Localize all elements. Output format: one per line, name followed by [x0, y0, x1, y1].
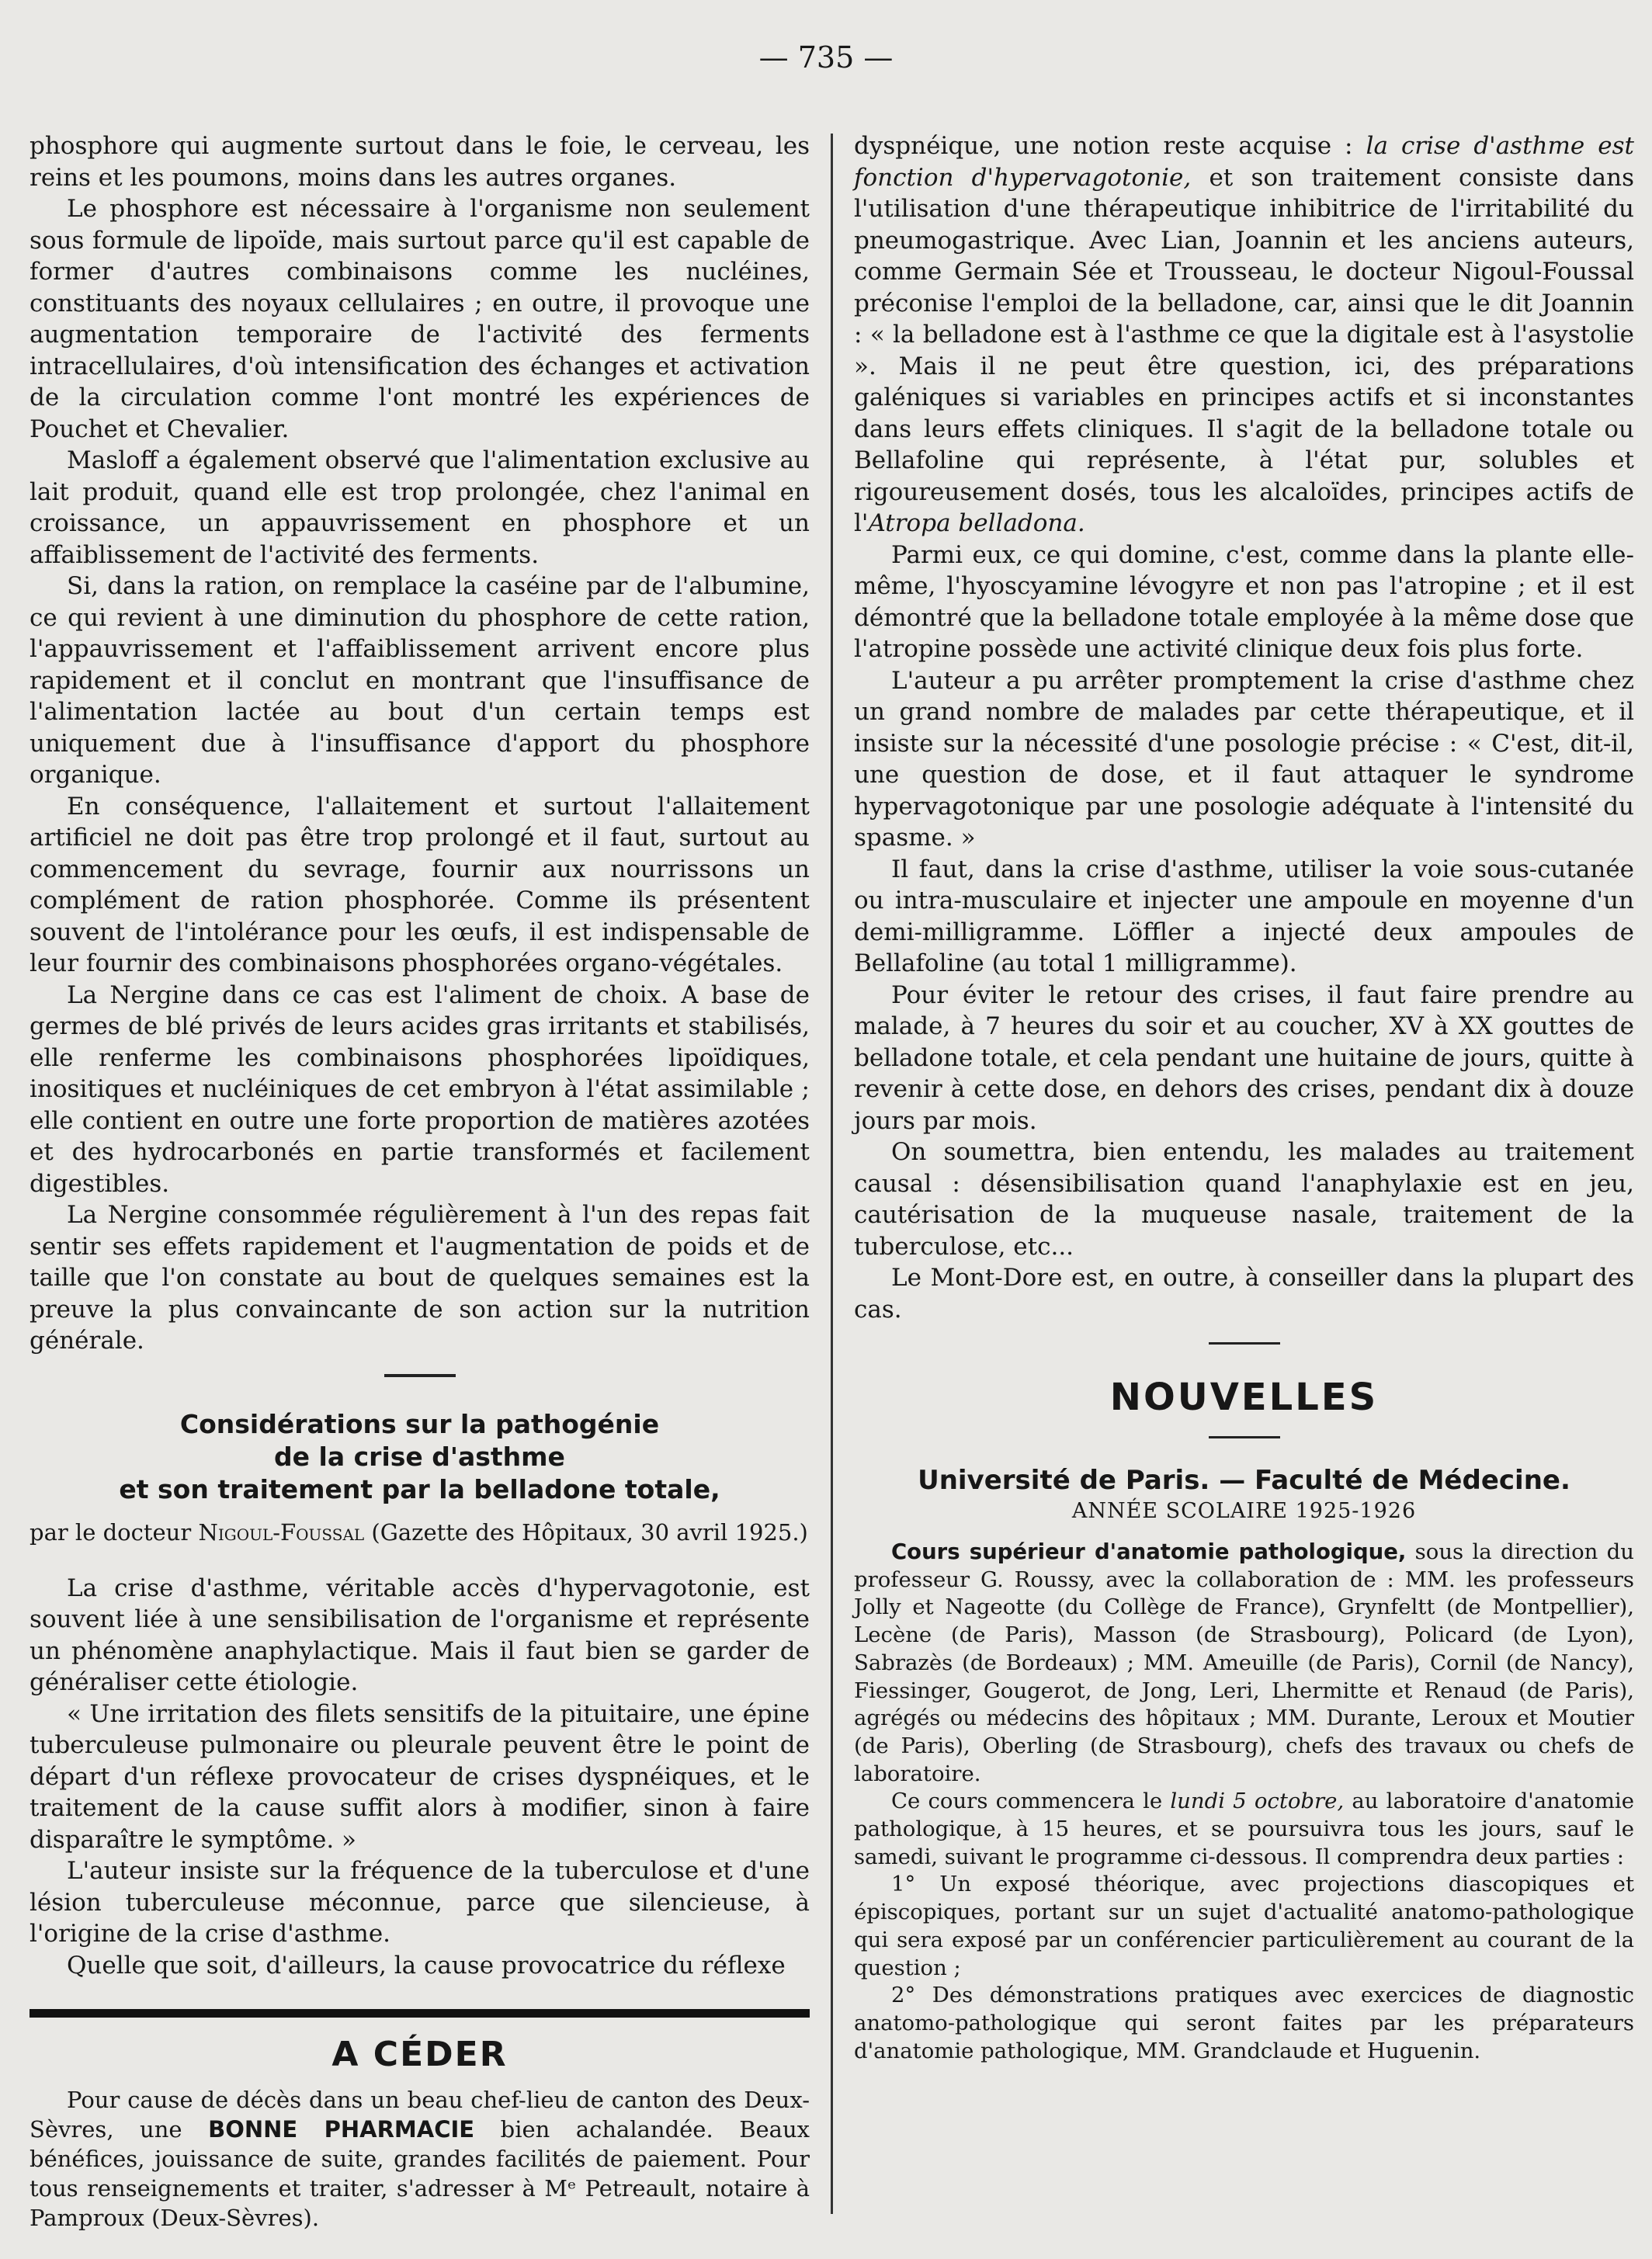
advertisement-rule	[30, 2009, 810, 2018]
article-title	[30, 1408, 810, 1506]
byline-source: (Gazette des Hôpitaux, 30 avril 1925.)	[364, 1518, 808, 1546]
column-divider	[831, 134, 833, 2214]
paragraph: Quelle que soit, d'ailleurs, la cause provocatrice du réflexe	[67, 1951, 786, 1980]
paragraph: Si, dans la ration, on remplace la caséine par de l'albumine, ce qui revient à une diminution du phosphore de cette ration, l'appauvrissement et l'affaiblissement arrivent encore plus rapidement et il conclut en montrant que l'insuffisance de l'alimentation lactée au bout d'un certain temps est uniquement due à l'insuffisance d'apport du phosphore organique.	[30, 572, 810, 789]
section-separator	[384, 1374, 456, 1377]
paragraph: 1° Un exposé théorique, avec projections diascopiques et épiscopiques, portant sur un sujet d'actualité anatomo-pathologique qui sera exposé par un conférencier particulièrement au courant de la question ;	[854, 1872, 1634, 1980]
paragraph: L'auteur insiste sur la fréquence de la tuberculose et d'une lésion tuberculeuse méconnue, parce que silencieuse, à l'origine de la crise d'asthme.	[30, 1857, 810, 1948]
paragraph: Le phosphore est nécessaire à l'organisme non seulement sous formule de lipoïde, mais surtout parce qu'il est capable de former d'autres combinaisons comme les nucléines, constituants des noyaux cellulaires ; en outre, il provoque une augmentation temporaire de l'activité des ferments intracellulaires, d'où intensification des échanges et activation de la circulation comme l'ont montré les expériences de Pouchet et Chevalier.	[30, 195, 810, 443]
byline-prefix: par le docteur	[30, 1518, 199, 1546]
paragraph: Le Mont-Dore est, en outre, à conseiller dans la plupart des cas.	[854, 1264, 1634, 1324]
section-heading-nouvelles: NOUVELLES	[1109, 1376, 1379, 1419]
paragraph: phosphore qui augmente surtout dans le foie, le cerveau, les reins et les poumons, moins dans les autres organes.	[30, 132, 810, 192]
news-body	[854, 1539, 1634, 2065]
article-byline	[30, 1517, 810, 1548]
paragraph	[854, 1788, 1634, 1871]
section-separator	[1209, 1436, 1280, 1438]
text-run: dyspnéique, une notion reste acquise :	[854, 132, 1366, 160]
paragraph: L'auteur a pu arrêter promptement la crise d'asthme chez un grand nombre de malades par cette thérapeutique, et il insiste sur la nécessité d'une posologie précise : « C'est, dit-il, une question de dose, et il faut attaquer le syndrome hypervagotonique par une posologie adéquate à l'intensité du spasme. »	[854, 666, 1634, 852]
page-number: — 735 —	[758, 40, 894, 75]
left-column	[30, 130, 810, 2233]
text-run: Ce cours commencera le	[891, 1789, 1171, 1814]
paragraph: La Nergine dans ce cas est l'aliment de choix. A base de germes de blé privés de leurs acides gras irritants et stabilisés, elle renferme les combinaisons phosphorées lipoïdiques, inositiques et nucléiniques de cet embryon à l'état assimilable ; elle contient en outre une forte proportion de matières azotées et des hydrocarbonés en partie transformés et facilement digestibles.	[30, 980, 810, 1198]
text-run: au laboratoire d'anatomie pathologique, à 15 heures, et se poursuivra tous les jours, sauf le samedi, suivant le programme ci-dessous. Il comprendra deux parties :	[854, 1789, 1635, 1869]
paragraph: Pour éviter le retour des crises, il faut faire prendre au malade, à 7 heures du soir et au coucher, XV à XX gouttes de belladone totale, et cela pendant une huitaine de jours, quitte à revenir à cette dose, en dehors des crises, pendant dix à douze jours par mois.	[854, 980, 1634, 1135]
paragraph: Masloff a également observé que l'alimentation exclusive au lait produit, quand elle est trop prolongée, chez l'animal en croissance, un appauvrissement en phosphore et un affaiblissement de l'activité des ferments.	[30, 446, 810, 569]
italic-run: lundi 5 octobre,	[1170, 1789, 1345, 1814]
paragraph: Parmi eux, ce qui domine, c'est, comme dans la plante elle-même, l'hyoscyamine lévogyre et non pas l'atropine ; et il est démontré que la belladone totale employée à la même dose que l'atropine possède une activité clinique deux fois plus forte.	[854, 540, 1634, 663]
paragraph: On soumettra, bien entendu, les malades au traitement causal : désensibilisation quand l'anaphylaxie est en jeu, cautérisation de la muqueuse nasale, traitement de la tuberculose, etc...	[854, 1138, 1634, 1261]
news-subheading: ANNÉE SCOLAIRE 1925-1926	[1071, 1499, 1417, 1523]
paragraph	[854, 130, 1634, 540]
paragraph: « Une irritation des filets sensitifs de la pituitaire, une épine tuberculeuse pulmonaire ou pleurale peuvent être le point de départ d'un réflexe provocateur de crises dyspnéiques, et le traitement de la cause suffit alors à modifier, sinon à faire disparaître le symptôme. »	[30, 1699, 810, 1854]
section-separator	[1209, 1342, 1280, 1345]
paragraph: Il faut, dans la crise d'asthme, utiliser la voie sous-cutanée ou intra-musculaire et injecter une ampoule en moyenne d'un demi-milligramme. Löffler a injecté deux ampoules de Bellafoline (au total 1 milligramme).	[854, 855, 1634, 977]
byline-author: Nigoul-Foussal	[198, 1518, 365, 1546]
paragraph	[854, 1539, 1634, 1788]
bold-run: Cours supérieur d'anatomie pathologique,	[891, 1539, 1407, 1564]
right-column	[854, 130, 1634, 2065]
article-title-line: et son traitement par la belladone totale,	[119, 1473, 720, 1504]
paragraph: La Nergine consommée régulièrement à l'un des repas fait sentir ses effets rapidement et l'augmentation de poids et de taille que l'on constate au bout de quelques semaines est la preuve la plus convaincante de son action sur la nutrition générale.	[30, 1201, 810, 1355]
paragraph: 2° Des démonstrations pratiques avec exercices de diagnostic anatomo-pathologique qui seront faites par les préparateurs d'anatomie pathologique, MM. Grandclaude et Huguenin.	[854, 1983, 1634, 2063]
paragraph: La crise d'asthme, véritable accès d'hypervagotonie, est souvent liée à une sensibilisation de l'organisme et représente un phénomène anaphylactique. Mais il faut bien se garder de généraliser cette étiologie.	[30, 1574, 810, 1696]
advertisement-text	[30, 2085, 810, 2233]
paragraph: En conséquence, l'allaitement et surtout l'allaitement artificiel ne doit pas être trop prolongé et il faut, surtout au commencement du sevrage, fournir aux nourrissons un complément de ration phosphorée. Comme ils présentent souvent de l'intolérance pour les œufs, il est indispensable de leur fournir des combinaisons phosphorées organo-végétales.	[30, 792, 810, 977]
text-run: et son traitement consiste dans l'utilisation d'une thérapeutique inhibitrice de l'irritabilité du pneumogastrique. Avec Lian, Joannin et les anciens auteurs, comme Germain Sée et Trousseau, le docteur Nigoul-Foussal préconise l'emploi de la belladone, car, ainsi que le dit Joannin : « la belladone est à l'asthme ce que la digitale est à l'asystolie ». Mais il ne peut être question, ici, des préparations galéniques si variables en principes actifs et si inconstantes dans leurs effets cliniques. Il s'agit de la belladone totale ou Bellafoline qui représente, à l'état pur, solubles et rigoureusement dosés, tous les alcaloïdes, principes actifs de l'	[854, 163, 1634, 537]
ad-highlight: BONNE PHARMACIE	[208, 2116, 475, 2143]
advertisement-title: A CÉDER	[331, 2035, 508, 2074]
ad-text-end: bien achalandée. Beaux bénéfices, jouissance de suite, grandes facilités de paiement. Pour tous renseignements et traiter, s'adresser à Mᵉ Petreault, notaire à Pamproux (Deux-Sèvres).	[30, 2116, 810, 2231]
news-heading: Université de Paris. — Faculté de Médecine.	[918, 1465, 1570, 1496]
article-title-line: Considérations sur la pathogénie	[179, 1408, 660, 1439]
italic-run: Atropa belladona.	[868, 509, 1085, 537]
article-title-line: de la crise d'asthme	[274, 1441, 565, 1472]
italic-run: la crise d'asthme est fonction d'hypervagotonie,	[854, 132, 1634, 192]
advertisement	[30, 2035, 810, 2233]
text-run: sous la direction du professeur G. Roussy, avec la collaboration de : MM. les professeurs Jolly et Nageotte (du Collège de France), Grynfeltt (de Montpellier), Lecène (de Paris), Masson (de Strasbourg), Policard (de Lyon), Sabrazès (de Bordeaux) ; MM. Ameuille (de Paris), Cornil (de Nancy), Fiessinger, Gougerot, de Jong, Leri, Lhermitte et Renaud (de Paris), agrégés ou médecins des hôpitaux ; MM. Durante, Leroux et Moutier (de Paris), Oberling (de Strasbourg), chefs des travaux ou chefs de laboratoire.	[854, 1539, 1634, 1786]
ad-text-start: Pour cause de décès dans un beau chef-lieu de canton des Deux-Sèvres, une	[30, 2087, 810, 2143]
